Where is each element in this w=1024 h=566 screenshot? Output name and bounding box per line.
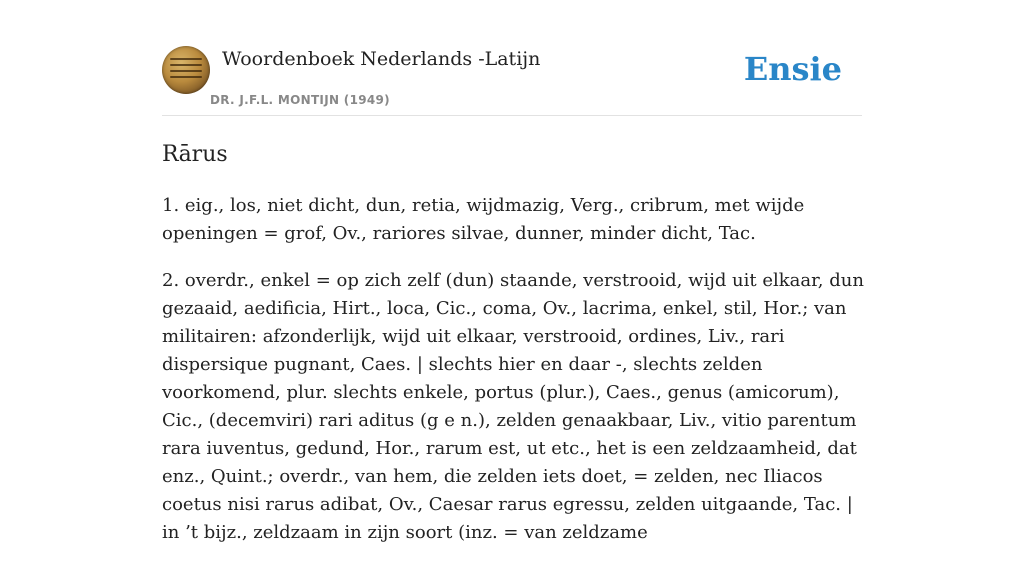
header-divider: [162, 115, 862, 116]
dictionary-author: DR. J.F.L. MONTIJN (1949): [210, 93, 390, 107]
dictionary-title[interactable]: Woordenboek Nederlands -Latijn: [222, 48, 541, 70]
dictionary-header: [162, 46, 862, 116]
entry-body: [162, 192, 866, 566]
coin-medallion-icon[interactable]: [162, 46, 210, 94]
entry-paragraph: 2. overdr., enkel = op zich zelf (dun) staande, verstrooid, wijd uit elkaar, dun gezaaid, aedificia, Hirt., loca, Cic., coma, Ov., lacrima, enkel, stil, Hor.; van militairen: afzonderlijk, wijd uit elkaar, verstrooid, ordines, Liv., rari dispersique pugnant, Caes. | slechts hier en daar -, slechts zelden voorkomend, plur. slechts enkele, portus (plur.), Caes., genus (amicorum), Cic., (decemviri) rari aditus (g e n.), zelden genaakbaar, Liv., vitio parentum rara iuventus, gedund, Hor., rarum est, ut etc., het is een zeldzaamheid, dat enz., Quint.; overdr., van hem, die zelden iets doet, = zelden, nec Iliacos coetus nisi rarus adibat, Ov., Caesar rarus egressu, zelden uitgaande, Tac. | in ’t bijz., zeldzaam in zijn soort (inz. = van zeldzame: [162, 270, 864, 543]
entry-paragraph: 1. eig., los, niet dicht, dun, retia, wijdmazig, Verg., cribrum, met wijde openingen = grof, Ov., rariores silvae, dunner, minder dicht, Tac.: [162, 195, 805, 244]
ensie-brand-link[interactable]: Ensie: [743, 50, 842, 88]
entry-title: Rārus: [162, 142, 228, 167]
